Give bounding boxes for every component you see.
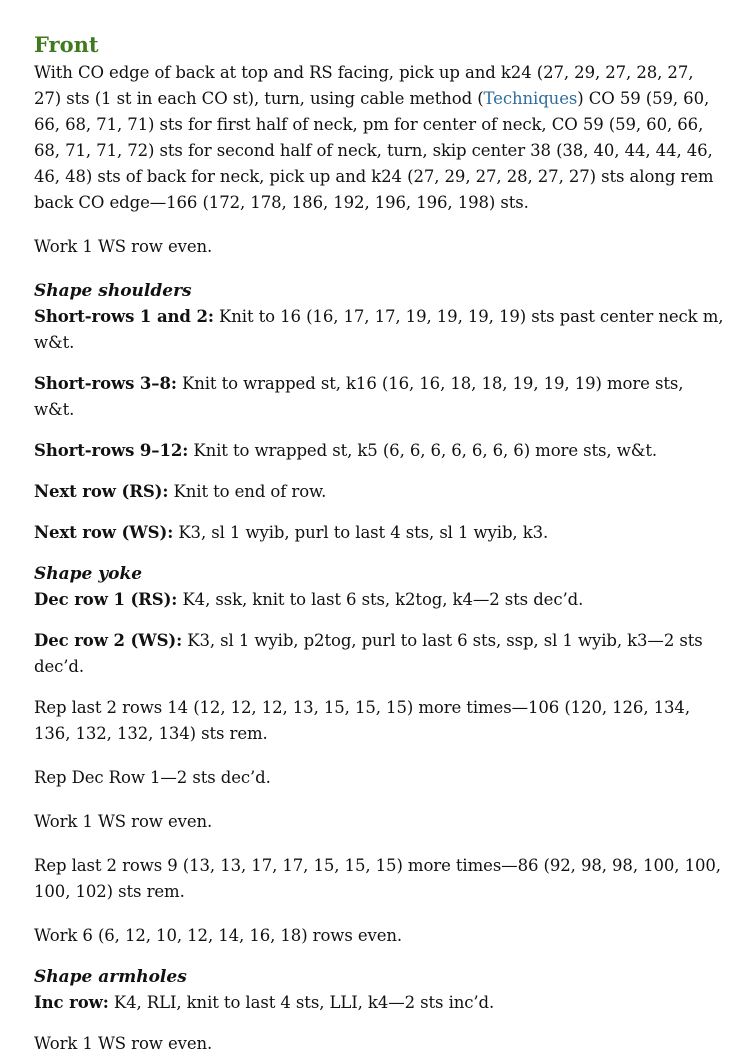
row-text: K4, RLI, knit to last 4 sts, LLI, k4—2 sts inc’d. — [108, 993, 495, 1012]
yoke-repeat-dec: Rep Dec Row 1—2 sts dec’d. — [34, 768, 271, 787]
front-intro-paragraph — [34, 60, 724, 216]
yoke-work-rows: Work 6 (6, 12, 10, 12, 14, 16, 18) rows even. — [34, 926, 403, 945]
row-text: Knit to wrapped st, k5 (6, 6, 6, 6, 6, 6, 6) more sts, w&t. — [188, 441, 657, 460]
yoke-repeat-1: Rep last 2 rows 14 (12, 12, 12, 13, 15, 15, 15) more times—106 (120, 126, 134, 136, 132, 132, 134) sts rem. — [34, 698, 690, 743]
row-text: Knit to wrapped st, k16 (16, 16, 18, 18, 19, 19, 19) more sts, w&t. — [34, 374, 684, 419]
front-ws-row: Work 1 WS row even. — [34, 237, 213, 256]
shoulder-row — [34, 438, 724, 464]
row-label: Dec row 2 (WS): — [34, 631, 183, 650]
row-text: K3, sl 1 wyib, p2tog, purl to last 6 sts, ssp, sl 1 wyib, k3—2 sts dec’d. — [34, 631, 703, 676]
shoulder-row — [34, 479, 724, 505]
row-label: Inc row: — [34, 993, 109, 1012]
shape-yoke-heading: Shape yoke — [34, 564, 143, 584]
row-label: Short-rows 3–8: — [34, 374, 177, 393]
shape-shoulders-heading: Shape shoulders — [34, 281, 192, 301]
section-title-front: Front — [34, 32, 99, 57]
shoulder-row — [34, 371, 724, 423]
intro-text-1: With CO edge of back at top and RS facing, pick up and k24 (27, 29, 27, 28, 27, 27) sts (1 st in each CO st), turn, using cable method ( — [34, 63, 694, 108]
row-text: K4, ssk, knit to last 6 sts, k2tog, k4—2 sts dec’d. — [177, 590, 584, 609]
row-text: Knit to 16 (16, 17, 17, 19, 19, 19, 19) sts past center neck m, w&t. — [34, 307, 724, 352]
dec-row-1 — [34, 587, 724, 613]
techniques-link[interactable]: Techniques — [483, 89, 578, 108]
yoke-repeat-2: Rep last 2 rows 9 (13, 13, 17, 17, 15, 15, 15) more times—86 (92, 98, 98, 100, 100, 100, 102) sts rem. — [34, 856, 721, 901]
row-label: Next row (WS): — [34, 523, 174, 542]
row-label: Next row (RS): — [34, 482, 169, 501]
intro-text-2: ) CO 59 (59, 60, 66, 68, 71, 71) sts for first half of neck, pm for center of neck, CO 59 (59, 60, 66, 68, 71, 71, 72) sts for second half of neck, turn, skip center 38 (38, 40, 44, 44, 46, 46, 48) sts of back for neck, pick up and k24 (27, 29, 27, 28, 27, 27) sts along rem back CO edge—166 (172, 178, 186, 192, 196, 196, 198) sts. — [34, 89, 714, 212]
row-label: Short-rows 1 and 2: — [34, 307, 214, 326]
pattern-page — [34, 32, 724, 1057]
dec-row-2 — [34, 628, 724, 680]
inc-row — [34, 990, 724, 1016]
row-text: K3, sl 1 wyib, purl to last 4 sts, sl 1 wyib, k3. — [173, 523, 549, 542]
row-label: Dec row 1 (RS): — [34, 590, 178, 609]
armholes-ws-row: Work 1 WS row even. — [34, 1034, 213, 1053]
shoulder-row — [34, 304, 724, 356]
yoke-ws-row: Work 1 WS row even. — [34, 812, 213, 831]
row-label: Short-rows 9–12: — [34, 441, 189, 460]
shoulder-row — [34, 520, 724, 546]
shape-armholes-heading: Shape armholes — [34, 967, 187, 987]
row-text: Knit to end of row. — [168, 482, 327, 501]
